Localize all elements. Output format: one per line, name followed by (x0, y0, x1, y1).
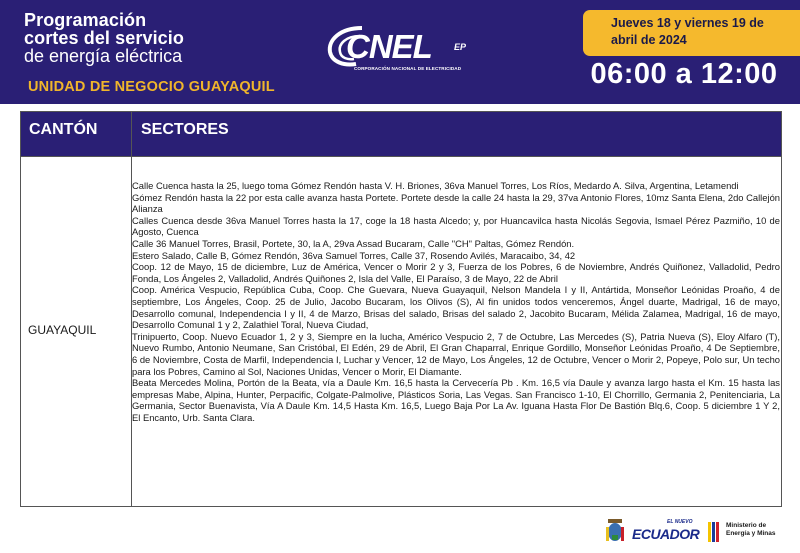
header-divider (21, 156, 781, 157)
sector-entry: Calle 36 Manuel Torres, Brasil, Portete, 30, la A, 29va Assad Bucaram, Calle "CH" Paltas, Gómez Rendón. (132, 237, 575, 249)
sector-entry: Trinipuerto, Coop. Nuevo Ecuador 1, 2 y 3, Siempre en la lucha, Américo Vespucio 2, 7 de Octubre, Las Mercedes (S), Patria Nueva (S), Eloy Alfaro (T), Nuevo Rumbo, Antonio Neumane, San Cristóbal, El Edén, 29 de Abril, El Gran Chaparral, Enrique Gordillo, Monseñor Leónidas Proaño, 4 De Septiembre, 6 de Noviembre, Costa de Marfil, Independencia I, Luchar y Vencer, 12 de Mayo, Los Ángeles, 12 de Octubre, Vencer o Morir 2, Popeye, Polo sur, Un techo para los Pobres, Camino al Sol, Naciones Unidas, Vencer o Morir, El Diamante. (132, 330, 780, 377)
sector-entry: Estero Salado, Calle B, Gómez Rendón, 36va Samuel Torres, Calle 37, Rosendo Avilés, Maracaibo, 34, 42 (132, 249, 576, 261)
logo-subtitle: CORPORACIÓN NACIONAL DE ELECTRICIDAD (354, 66, 462, 71)
title-line-1: Programación (24, 10, 147, 30)
page-title (24, 11, 184, 65)
business-unit: UNIDAD DE NEGOCIO GUAYAQUIL (28, 79, 275, 95)
title-line-3: de energía eléctrica (24, 46, 183, 66)
ministry-line-1: Ministerio de (726, 522, 767, 529)
country-prefix: EL NUEVO (667, 519, 693, 525)
column-header-sectors: SECTORES (141, 121, 229, 138)
column-header-canton: CANTÓN (29, 121, 98, 138)
sector-entry: Coop. América Vespucio, República Cuba, Coop. Che Guevara, Nueva Guayaquil, Nelson Mandela I y II, Antártida, Monseñor Leónidas Proaño, 4 de septiembre, Los Ángeles, Coop. 25 de Julio, Jacobo Bucaram, los Olivos (S), Al fin unidos todos venceremos, Ángel duarte, Madrigal, 16 de mayo, Desarrollo comunal, Independencia I y II, 4 de Marzo, Brisas del salado, Brisas del salado 2, Jacobito Bucaram, Mélida Zalamea, Madrigal, 16 de mayo, Desarrollo Comunal 1 y 2, Zalathiel Toral, Nueva Ciudad, (132, 284, 780, 331)
header-banner (0, 0, 800, 104)
flag-stripes-icon (708, 522, 720, 542)
time-range: 06:00 a 12:00 (590, 58, 778, 90)
coat-of-arms-icon (604, 517, 626, 545)
cnel-logo (326, 22, 486, 78)
ministry-line-2: Energía y Minas (726, 529, 776, 537)
table-header (21, 112, 781, 156)
logo-suffix: EP (454, 42, 467, 52)
canton-cell: GUAYAQUIL (28, 323, 97, 337)
title-line-2: cortes del servicio (24, 28, 184, 48)
date-line-1: Jueves 18 y viernes 19 de (611, 16, 764, 30)
country-label: ECUADOR (632, 526, 700, 542)
date-box (583, 10, 800, 56)
ministry-label (726, 522, 776, 537)
sector-entry: Beata Mercedes Molina, Portón de la Beata, vía a Daule Km. 16,5 hasta la Cervecería Pb . Km. 16,5 vía Daule y avanza largo hasta el Km. 15 hasta las empresas Mabe, Alpina, Hunter, Perpacific, Colgate-Palmolive, Plásticos Soria, Las Vegas. San Francisco 1-10, El Chorrillo, Germania 2, Penitenciaria, La Germania, Sector Buenavista, Vía A Daule Km. 14,5 Hasta Km. 16,5, Luego Baja Por La Av. Iguana Hasta Flor De Bastión Blq.6, Coop. 5 diciembre 1 Y 2, El Encanto, Urb. Santa Clara. (132, 377, 780, 423)
sector-entry: Calle Cuenca hasta la 25, luego toma Gómez Rendón hasta V. H. Briones, 36va Manuel Torres, Los Ríos, Medardo A. Silva, Argentina, Letamendi (132, 180, 739, 191)
sector-entry: Gómez Rendón hasta la 22 por esta calle avanza hasta Portete. Portete desde la calle 24 hasta la 29, 37va Antonio Flores, 10mz Santa Elena, 2do Callejón Alianza (132, 191, 780, 215)
sectors-cell (132, 180, 780, 423)
sector-entry: Calles Cuenca desde 36va Manuel Torres hasta la 17, coge la 18 hasta Alcedo; y, por Huancavilca hasta Nicolás Segovia, Ismael Pérez Pazmiño, 10 de Agosto, Cuenca (132, 214, 780, 238)
logo-text: CNEL (346, 28, 432, 65)
footer-government-logo (604, 517, 794, 547)
schedule-table (20, 111, 782, 507)
date-line-2: abril de 2024 (611, 33, 687, 47)
sector-entry: Coop. 12 de Mayo, 15 de diciembre, Luz de América, Vencer o Morir 2 y 3, Fuerza de los Pobres, 6 de Noviembre, Andrés Quiñonez, Valladolid, Pedro Fonda, Los Ángeles 2, Valladolid, Andrés Quiñones 2, Isla del Valle, El Paraíso, 3 de Mayo, 22 de Abril (132, 261, 780, 284)
